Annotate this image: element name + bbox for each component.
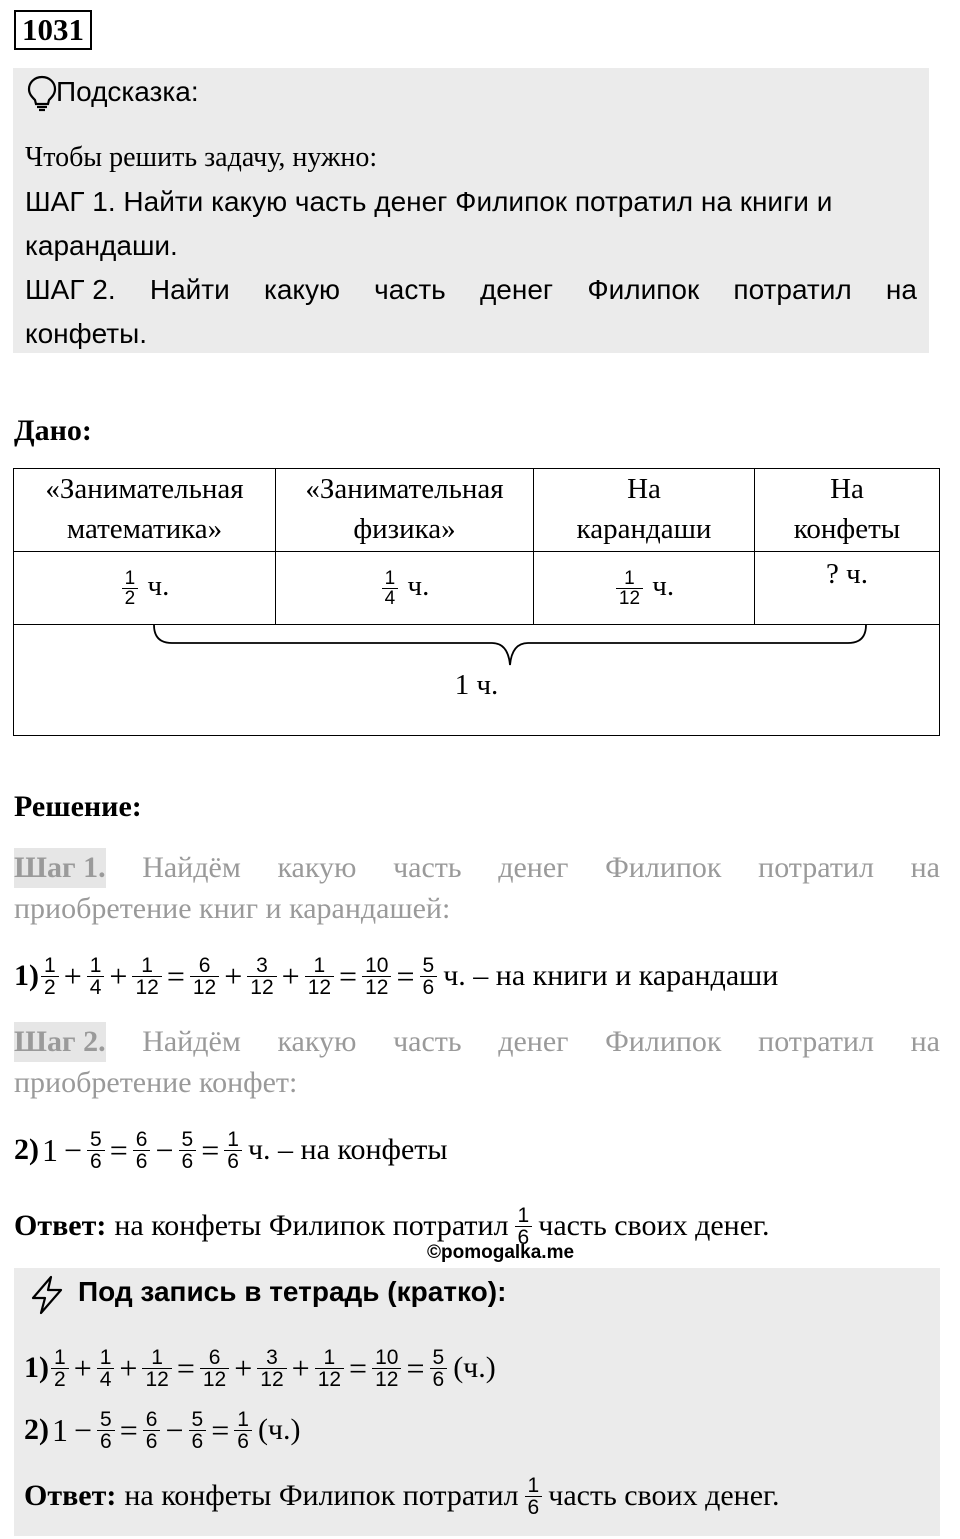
notes-equation-2: 2) 1 − $\frac{5}{6}$ = $\frac{6}{6}$ − $\frac{5}{6}$ = $\frac{1}{6}$ (ч.) xyxy=(24,1407,301,1453)
given-total: 1 ч. xyxy=(454,669,499,701)
given-table xyxy=(13,468,940,736)
hint-step1-label: ШАГ 1. xyxy=(25,186,116,217)
hint-step1-text: Найти какую часть денег Филипок потратил на книги и xyxy=(123,186,833,217)
fraction: $\frac{1}{2}$ xyxy=(41,955,59,998)
given-total-cell xyxy=(14,625,940,736)
fraction: $\frac{1}{6}$ xyxy=(224,1129,242,1172)
hint-step2-word: часть xyxy=(374,274,446,305)
hint-step2-label: ШАГ 2. xyxy=(25,274,116,305)
solution-answer: Ответ: на конфеты Филипок потратил $\frac{1}{6}$ часть своих денег. xyxy=(14,1203,770,1249)
fraction: $\frac{1}{2}$ xyxy=(122,569,139,608)
hint-intro: Чтобы решить задачу, нужно: xyxy=(25,142,378,173)
solution-step1-cont: приобретение книг и карандашей: xyxy=(14,892,451,925)
fraction: $\frac{1}{4}$ xyxy=(382,569,399,608)
fraction: $\frac{1}{12}$ xyxy=(315,1347,344,1390)
fraction: $\frac{1}{12}$ xyxy=(616,569,643,608)
given-value-cell: $\frac{1}{2}$ ч. xyxy=(14,552,276,625)
fraction: $\frac{5}{6}$ xyxy=(87,1129,105,1172)
given-value-cell: ? ч. xyxy=(755,552,940,625)
fraction: $\frac{1}{2}$ xyxy=(51,1347,69,1390)
fraction: $\frac{6}{12}$ xyxy=(190,955,219,998)
given-value-cell: $\frac{1}{12}$ ч. xyxy=(534,552,755,625)
fraction: $\frac{1}{6}$ xyxy=(234,1409,252,1452)
given-header-cell: «Занимательная математика» xyxy=(14,469,276,552)
hint-step2-word: на xyxy=(885,274,917,305)
curly-brace xyxy=(152,625,872,669)
step2-label: Шаг 2. xyxy=(14,1022,106,1062)
hint-step1 xyxy=(25,180,917,224)
hint-step2-word: Филипок xyxy=(587,274,700,305)
given-header-cell: На карандаши xyxy=(534,469,755,552)
fraction: $\frac{5}{6}$ xyxy=(420,955,438,998)
hint-step2-cont: конфеты. xyxy=(25,318,148,349)
solution-title: Решение: xyxy=(14,790,142,823)
fraction: $\frac{6}{6}$ xyxy=(143,1409,161,1452)
solution-step1: Шаг 1. Найдём какую часть денег Филипок потратил на xyxy=(14,848,940,888)
fraction: $\frac{5}{6}$ xyxy=(189,1409,207,1452)
given-title: Дано: xyxy=(14,414,92,447)
hint-title: Подсказка: xyxy=(56,76,199,107)
fraction: $\frac{1}{12}$ xyxy=(305,955,334,998)
fraction: $\frac{1}{4}$ xyxy=(97,1347,115,1390)
fraction: $\frac{6}{12}$ xyxy=(200,1347,229,1390)
equation-2: 2) 1 − $\frac{5}{6}$ = $\frac{6}{6}$ − $\frac{5}{6}$ = $\frac{1}{6}$ ч. – на конфеты xyxy=(14,1127,448,1173)
hint-step1-cont: карандаши. xyxy=(25,230,178,261)
fraction: $\frac{3}{12}$ xyxy=(247,955,276,998)
hint-step2-word: денег xyxy=(479,274,554,305)
fraction: $\frac{1}{6}$ xyxy=(515,1205,533,1248)
task-number: 1031 xyxy=(14,10,92,50)
solution-step2-cont: приобретение конфет: xyxy=(14,1066,298,1099)
hint-step2 xyxy=(25,268,917,312)
fraction: $\frac{10}{12}$ xyxy=(372,1347,401,1390)
watermark: ©pomogalka.me xyxy=(427,1242,575,1263)
equation-1: 1) $\frac{1}{2}$ + $\frac{1}{4}$ + $\frac{1}{12}$ = $\frac{6}{12}$ + $\frac{3}{12}$ + $\frac{1}{12}$ = $\frac{10}{12}$ = $\frac{5}{6}$ ч. – на книги и карандаши xyxy=(14,953,779,999)
notes-equation-1: 1) $\frac{1}{2}$ + $\frac{1}{4}$ + $\frac{1}{12}$ = $\frac{6}{12}$ + $\frac{3}{12}$ + $\frac{1}{12}$ = $\frac{10}{12}$ = $\frac{5}{6}$ (ч.) xyxy=(24,1345,496,1391)
given-header-cell: «Занимательная физика» xyxy=(276,469,534,552)
fraction: $\frac{1}{12}$ xyxy=(142,1347,171,1390)
notes-answer: Ответ: на конфеты Филипок потратил $\frac{1}{6}$ часть своих денег. xyxy=(24,1473,780,1519)
fraction: $\frac{10}{12}$ xyxy=(362,955,391,998)
given-value-cell: $\frac{1}{4}$ ч. xyxy=(276,552,534,625)
solution-step2: Шаг 2. Найдём какую часть денег Филипок потратил на xyxy=(14,1022,940,1062)
hint-step2-word: потратил xyxy=(733,274,852,305)
fraction: $\frac{5}{6}$ xyxy=(97,1409,115,1452)
step1-label: Шаг 1. xyxy=(14,848,106,888)
fraction: $\frac{5}{6}$ xyxy=(179,1129,197,1172)
hint-step2-word: какую xyxy=(263,274,340,305)
fraction: $\frac{1}{4}$ xyxy=(87,955,105,998)
fraction: $\frac{1}{6}$ xyxy=(525,1475,543,1518)
lightbulb-icon xyxy=(26,74,58,112)
lightning-icon xyxy=(27,1274,67,1316)
fraction: $\frac{1}{12}$ xyxy=(132,955,161,998)
given-header-cell: На конфеты xyxy=(755,469,940,552)
hint-step2-word: Найти xyxy=(149,274,230,305)
fraction: $\frac{6}{6}$ xyxy=(133,1129,151,1172)
fraction: $\frac{3}{12}$ xyxy=(257,1347,286,1390)
fraction: $\frac{5}{6}$ xyxy=(430,1347,448,1390)
notes-title: Под запись в тетрадь (кратко): xyxy=(78,1276,507,1307)
